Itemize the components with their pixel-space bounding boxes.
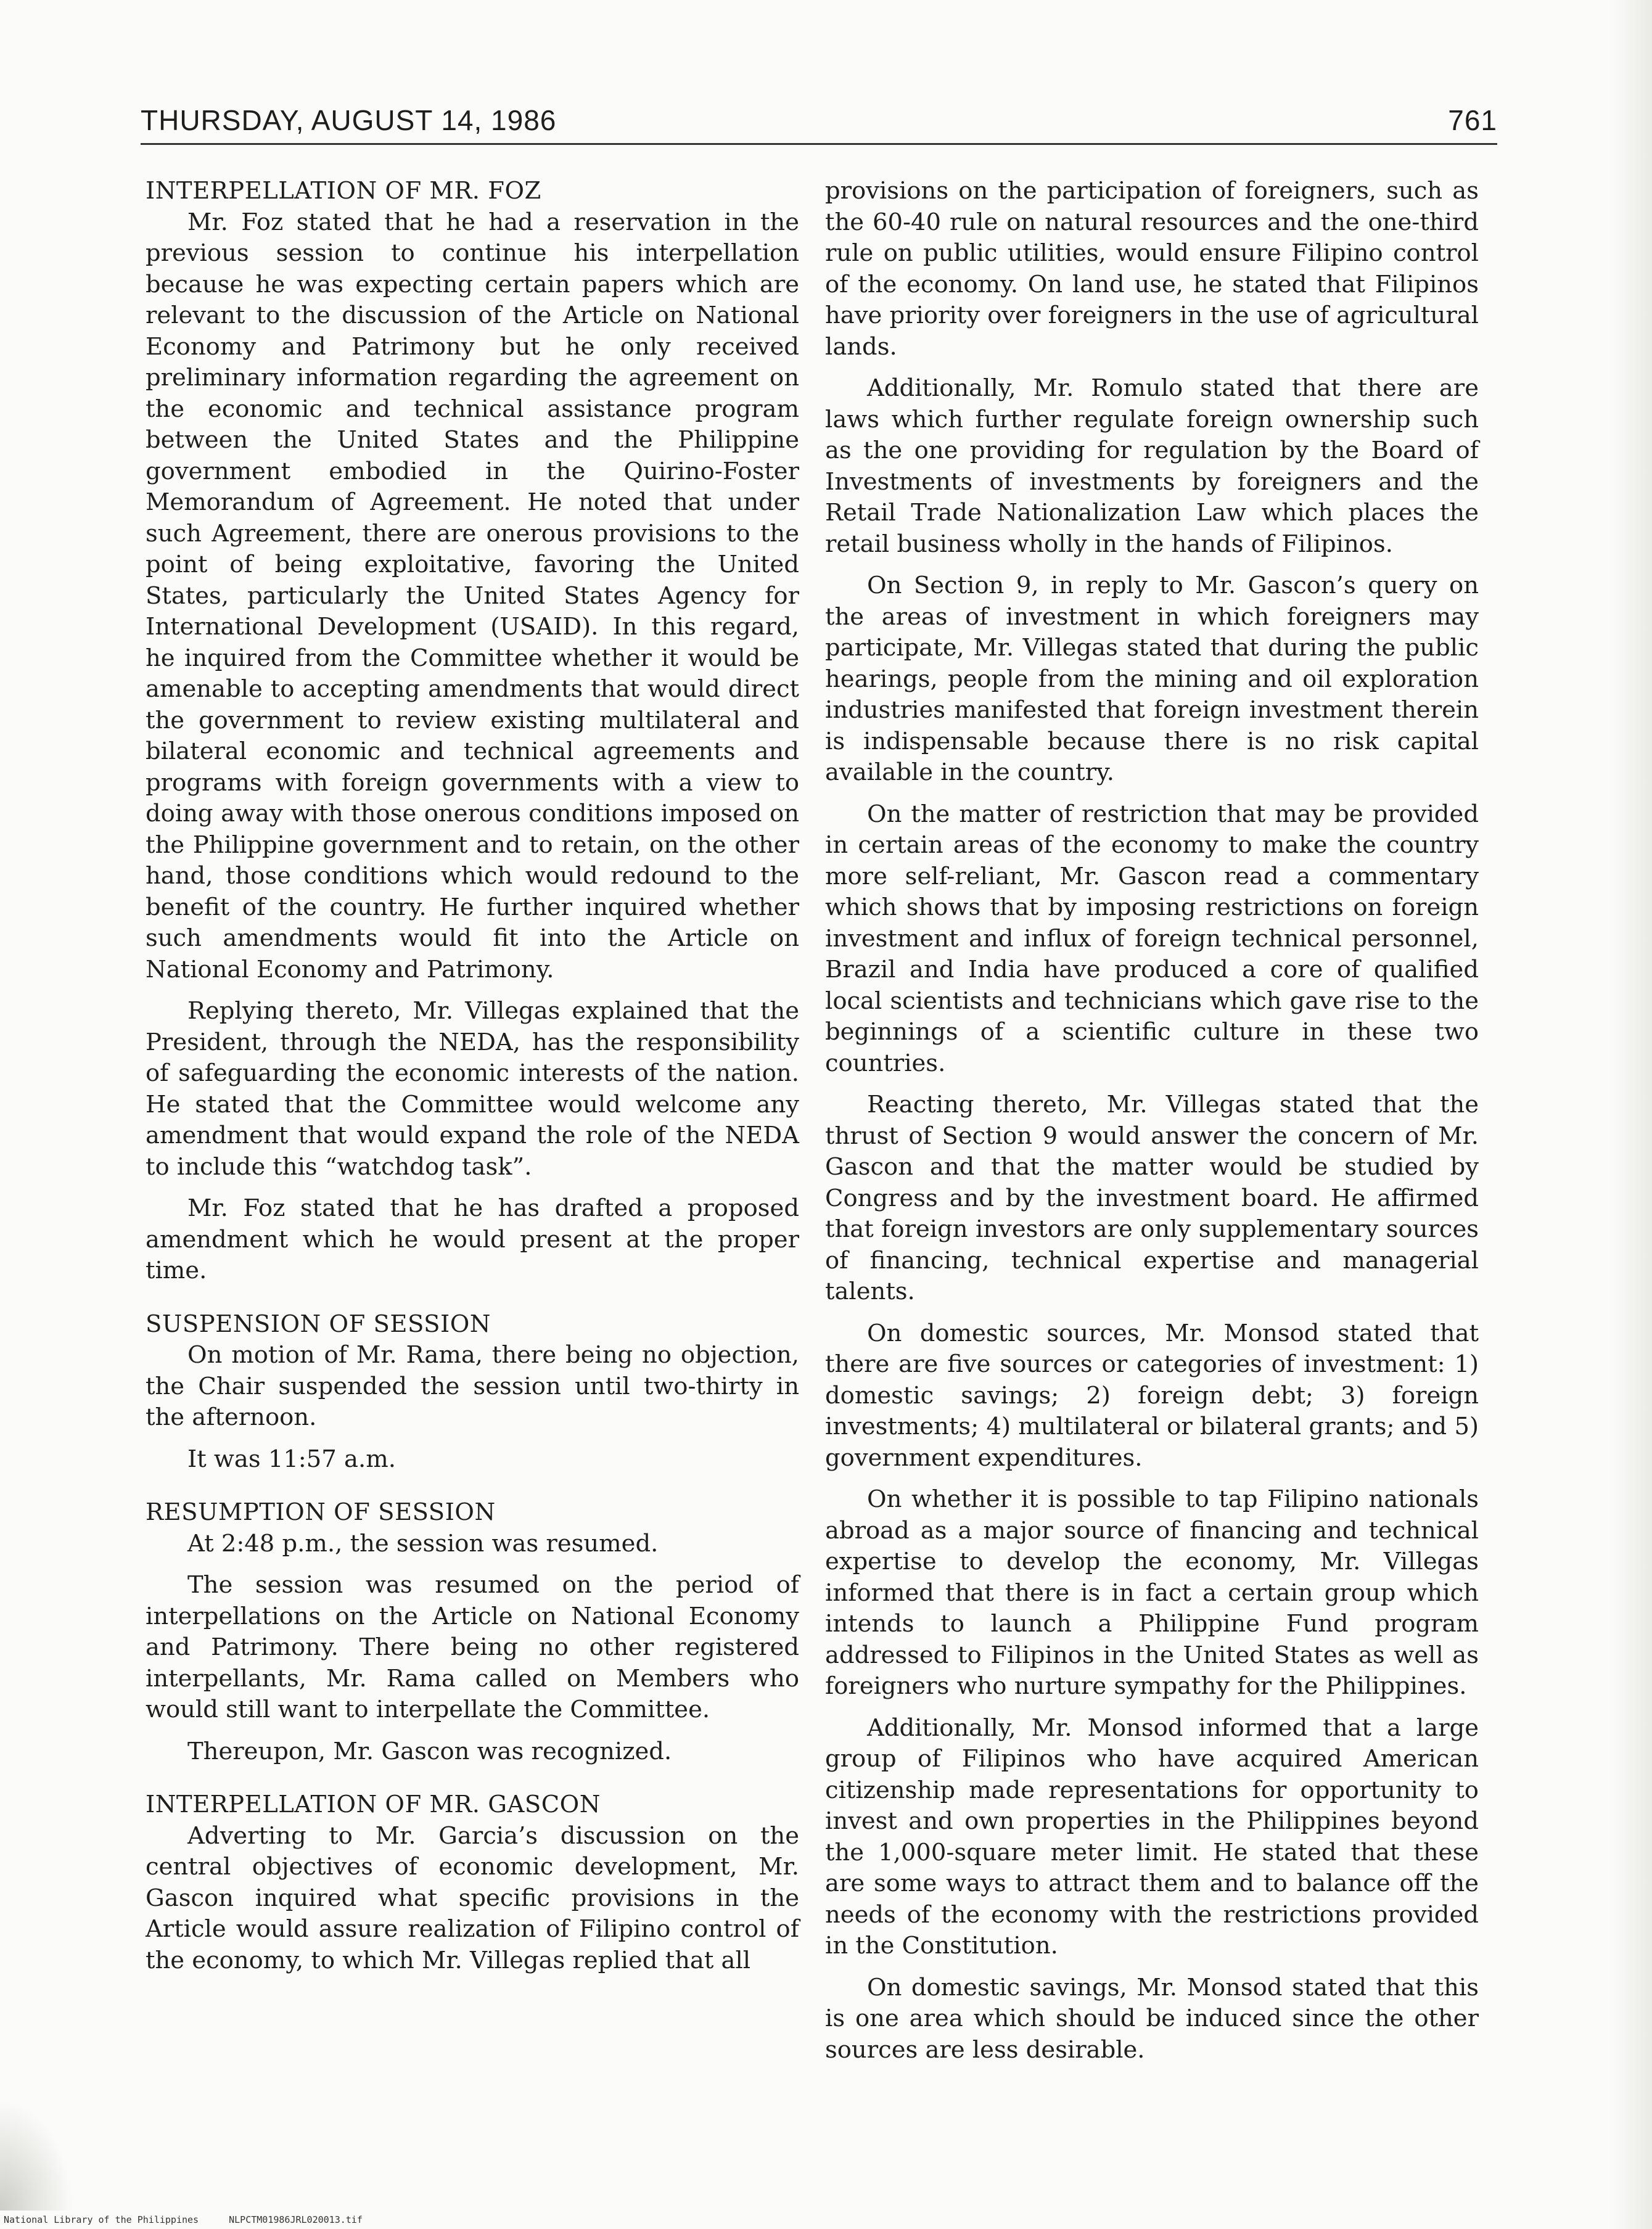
section-heading: SUSPENSION OF SESSION: [146, 1310, 491, 1338]
paragraph: Mr. Foz stated that he has drafted a proposed amendment which he would present at the proper time.: [146, 1194, 799, 1284]
paragraph: Reacting thereto, Mr. Villegas stated that the thrust of Section 9 would answer the concern of Mr. Gascon and that the matter would be studied by Congress and by the investment board. He affirmed that foreign investors are only supplementary sources of financing, technical expertise and managerial talents.: [825, 1091, 1479, 1305]
continued-paragraph: provisions on the participation of foreigners, such as the 60-40 rule on natural resources and the one-third rule on public utilities, would ensure Filipino control of the economy. On land use, he stated that Filipinos have priority over foreigners in the use of agricultural lands.: [825, 177, 1479, 361]
paragraph: On whether it is possible to tap Filipino nationals abroad as a major source of financing and technical expertise to develop the economy, Mr. Villegas informed that there is in fact a certain group which intends to launch a Philippine Fund program addressed to Filipinos in the United States as well as foreigners who nurture sympathy for the Philippines.: [825, 1485, 1479, 1700]
paragraph: Additionally, Mr. Romulo stated that there are laws which further regulate foreign ownership such as the one providing for regulation by the Board of Investments of investments by foreigners and the Retail Trade Nationalization Law which places the retail business wholly in the hands of Filipinos.: [825, 374, 1479, 558]
page-number: 761: [1448, 104, 1497, 136]
paragraph: At 2:48 p.m., the session was resumed.: [187, 1529, 659, 1558]
left-column: [146, 176, 799, 1987]
scan-corner-shadow: [0, 2100, 74, 2211]
running-head: THURSDAY, AUGUST 14, 1986: [141, 104, 557, 136]
paragraph: Replying thereto, Mr. Villegas explained that the President, through the NEDA, has the responsibility of safeguarding the economic interests of the nation. He stated that the Committee would welcome any amendment that would expand the role of the NEDA to include this “watchdog task”.: [146, 997, 799, 1181]
header-rule: [141, 143, 1497, 145]
right-column: [825, 176, 1479, 2076]
paragraph: On domestic savings, Mr. Monsod stated that this is one area which should be induced since the other sources are less desirable.: [825, 1973, 1479, 2064]
paragraph: On motion of Mr. Rama, there being no objection, the Chair suspended the session until two-thirty in the afternoon.: [146, 1341, 799, 1431]
scan-footer: [4, 2214, 387, 2225]
paragraph: On Section 9, in reply to Mr. Gascon’s query on the areas of investment in which foreigners may participate, Mr. Villegas stated that during the public hearings, people from the mining and oil exploration industries manifested that foreign investment therein is indispensable because there is no risk capital available in the country.: [825, 572, 1479, 786]
section-heading: RESUMPTION OF SESSION: [146, 1498, 496, 1526]
section-heading: INTERPELLATION OF MR. FOZ: [146, 177, 541, 205]
paragraph: Thereupon, Mr. Gascon was recognized.: [187, 1737, 672, 1765]
section-heading: INTERPELLATION OF MR. GASCON: [146, 1791, 601, 1818]
paragraph: Mr. Foz stated that he had a reservation in the previous session to continue his interpellation because he was expecting certain papers which are relevant to the discussion of the Article on National Economy and Patrimony but he only received preliminary information regarding the agreement on the economic and technical assistance program between the United States and the Philippine government embodied in the Quirino-Foster Memorandum of Agreement. He noted that under such Agreement, there are onerous provisions to the point of being exploitative, favoring the United States, particularly the United States Agency for International Development (USAID). In this regard, he inquired from the Committee whether it would be amenable to accepting amendments that would direct the government to review existing multilateral and bilateral economic and technical agreements and programs with foreign governments with a view to doing away with those onerous conditions imposed on the Philippine government and to retain, on the other hand, those conditions which would redound to the benefit of the country. He further inquired whether such amendments would fit into the Article on National Economy and Patrimony.: [146, 208, 799, 983]
scan-file-id: NLPCTM01986JRL020013.tif: [229, 2214, 363, 2225]
paragraph: The session was resumed on the period of interpellations on the Article on National Economy and Patrimony. There being no other registered interpellants, Mr. Rama called on Members who would still want to interpellate the Committee.: [146, 1571, 799, 1723]
paragraph: On domestic sources, Mr. Monsod stated that there are five sources or categories of investment: 1) domestic savings; 2) foreign debt; 3) foreign investments; 4) multilateral or bilateral grants; and 5) government expenditures.: [825, 1319, 1479, 1472]
paragraph: On the matter of restriction that may be provided in certain areas of the economy to make the country more self-reliant, Mr. Gascon read a commentary which shows that by imposing restrictions on foreign investment and influx of foreign technical personnel, Brazil and India have produced a core of qualified local scientists and technicians which gave rise to the beginnings of a scientific culture in these two countries.: [825, 800, 1479, 1077]
scan-edge-shadow: [1609, 0, 1652, 2229]
paragraph: Additionally, Mr. Monsod informed that a large group of Filipinos who have acquired American citizenship made representations for opportunity to invest and own properties in the Philippines beyond the 1,000-square meter limit. He stated that these are some ways to attract them and to balance off the needs of the economy with the restrictions provided in the Constitution.: [825, 1714, 1479, 1960]
paragraph: It was 11:57 a.m.: [187, 1445, 396, 1473]
library-credit: National Library of the Philippines: [4, 2214, 199, 2225]
paragraph: Adverting to Mr. Garcia’s discussion on the central objectives of economic development, Mr. Gascon inquired what specific provisions in the Article would assure realization of Filipino control of the economy, to which Mr. Villegas replied that all: [146, 1821, 799, 1974]
page-header: [141, 104, 1497, 147]
